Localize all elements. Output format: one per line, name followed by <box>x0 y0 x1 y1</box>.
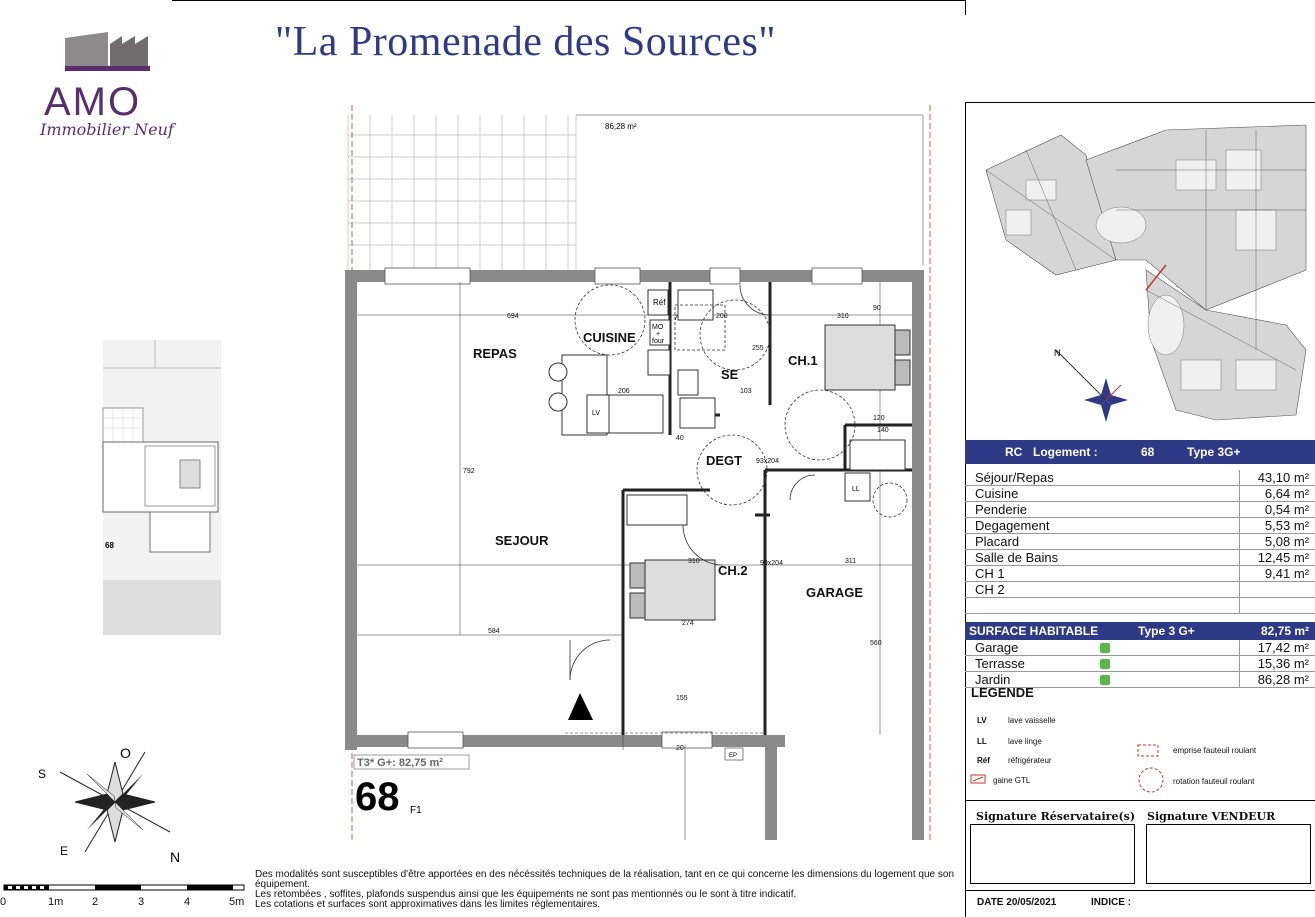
dim-label: 584 <box>488 628 500 635</box>
table-row: Séjour/Repas 43,10 m² <box>965 470 1315 486</box>
legend-text: lave linge <box>1008 737 1042 746</box>
gtl-icon <box>970 774 986 784</box>
header-level: RC <box>1005 445 1023 459</box>
unit-number: 68 <box>355 775 400 819</box>
logo-name: AMO <box>44 80 142 124</box>
compass-n: N <box>170 849 181 865</box>
dim-label: 310 <box>837 313 849 320</box>
fixture-ref: Réf <box>653 298 666 307</box>
table-row: Degagement 5,53 m² <box>965 518 1315 534</box>
dim-label: 20 <box>676 745 684 752</box>
surface-label: SURFACE HABITABLE <box>969 624 1099 638</box>
dim-label: 120 <box>873 415 885 422</box>
dim-label: 140 <box>877 427 889 434</box>
legend-text: emprise fauteuil roulant <box>1173 746 1257 755</box>
compass-s: S <box>38 767 47 781</box>
table-row: CH 1 9,41 m² <box>965 566 1315 582</box>
wheelchair-rotation-icon <box>1137 766 1165 794</box>
dim-label: 694 <box>507 313 519 320</box>
room-degt: DEGT <box>706 453 743 468</box>
wheelchair-footprint-icon <box>1137 742 1161 758</box>
site-plan <box>966 110 1315 438</box>
scale-tick: 1m <box>48 896 64 908</box>
scale-tick: 3 <box>138 896 145 908</box>
compass-e: E <box>60 844 69 858</box>
fixture-four: four <box>652 338 665 345</box>
table-row: Placard 5,08 m² <box>965 534 1315 550</box>
table-row: Cuisine 6,64 m² <box>965 486 1315 502</box>
legend-text: réfrigérateur <box>1008 756 1052 765</box>
surface-table <box>965 440 1315 688</box>
table-row-empty <box>965 598 1315 614</box>
legend-item: LL <box>977 737 987 746</box>
scale-tick: 0 <box>0 896 7 908</box>
table-row: Salle de Bains 12,45 m² <box>965 550 1315 566</box>
garden-terrace-grid <box>348 115 923 275</box>
room-ch1: CH.1 <box>788 353 818 368</box>
table-row: CH 2 <box>965 582 1315 598</box>
footer-date: DATE 20/05/2021 <box>977 897 1057 908</box>
dim-label: 792 <box>463 468 475 475</box>
room-sejour: SEJOUR <box>495 533 549 548</box>
room-garage: GARAGE <box>806 585 864 600</box>
green-swatch-icon <box>1100 643 1110 653</box>
garden-area-label: 86,28 m² <box>605 122 637 131</box>
dim-label: 206 <box>618 388 630 395</box>
header-type: Type 3G+ <box>1187 445 1241 459</box>
floor-plan <box>340 105 940 840</box>
room-cuisine: CUISINE <box>583 330 636 345</box>
dim-label: 255 <box>752 345 764 352</box>
logo-tagline: Immobilier Neuf <box>40 120 174 139</box>
surface-habitable-header <box>965 622 1315 640</box>
site-compass-label: N <box>1054 348 1061 358</box>
scale-tick: 4 <box>184 896 191 908</box>
footer-indice: INDICE : <box>1091 897 1131 908</box>
room-ch2: CH.2 <box>718 563 748 578</box>
compass-o: O <box>120 745 131 761</box>
table-spacer <box>965 614 1315 622</box>
disclaimer-line: Des modalités sont susceptibles d'être apportées en des nécéssités techniques de la réalisation, tant en ce qui concerne les dimensions du logement que son équipement. <box>255 869 954 890</box>
unit-floor: F1 <box>410 805 422 816</box>
fixture-lv: LV <box>592 410 601 417</box>
dim-label: 90x204 <box>760 560 783 567</box>
legend-text: rotation fauteuil roulant <box>1173 777 1255 786</box>
dim-label: 40 <box>676 435 684 442</box>
legend-title: LEGENDE <box>971 685 1034 700</box>
table-row: Jardin 86,28 m² <box>965 672 1315 688</box>
table-row: Garage 17,42 m² <box>965 640 1315 656</box>
key-plan-label: 68 <box>105 541 114 550</box>
scale-tick: 2 <box>92 896 99 908</box>
room-repas: REPAS <box>473 346 517 361</box>
dim-label: 90 <box>873 305 881 312</box>
table-row: Terrasse 15,36 m² <box>965 656 1315 672</box>
logo-buildings-icon <box>60 30 155 72</box>
dim-label: 155 <box>676 695 688 702</box>
scale-tick: 5m <box>229 896 245 908</box>
compass-rose-icon <box>30 740 200 870</box>
dim-label: 7 <box>674 315 678 322</box>
green-swatch-icon <box>1100 675 1110 685</box>
disclaimer <box>255 870 955 910</box>
signature-vendeur-box[interactable] <box>1146 824 1311 884</box>
dim-label: 103 <box>740 388 752 395</box>
table-row: Penderie 0,54 m² <box>965 502 1315 518</box>
dim-label: 93x204 <box>756 458 779 465</box>
header-logement-no: 68 <box>1141 445 1155 459</box>
dim-label: 560 <box>870 640 882 647</box>
legend-item: Réf <box>977 756 990 765</box>
dim-label: 200 <box>716 313 728 320</box>
green-swatch-icon <box>1100 659 1110 669</box>
unit-label: T3* G+: 82,75 m² <box>357 757 443 769</box>
surface-area: 82,75 m² <box>1260 624 1309 638</box>
signature-reservataire-box[interactable] <box>970 824 1135 884</box>
fixture-ep: EP <box>729 753 738 759</box>
disclaimer-line: Les cotations et surfaces sont approximatives dans les limites réglementaires. <box>255 899 601 910</box>
dim-label: 310 <box>688 558 700 565</box>
legend-item: LV <box>977 716 987 725</box>
dim-label: 274 <box>682 620 694 627</box>
legend-text: gaine GTL <box>993 776 1031 785</box>
dim-label: 311 <box>845 558 857 565</box>
surface-type: Type 3 G+ <box>1138 624 1195 638</box>
table-header <box>965 440 1315 464</box>
fixture-plus: + <box>656 331 661 338</box>
legend-text: lave vaisselle <box>1008 716 1056 725</box>
signature-vendeur-label: Signature VENDEUR <box>1147 810 1276 823</box>
entrance-arrow-icon <box>568 693 593 720</box>
key-plan <box>100 340 225 635</box>
scale-bar <box>0 880 250 895</box>
signature-reservataire-label: Signature Réservataire(s) <box>976 810 1136 823</box>
fixture-mo: MO <box>652 324 664 331</box>
site-compass-icon <box>1056 350 1128 422</box>
page-title: "La Promenade des Sources" <box>275 19 776 65</box>
disclaimer-line: Les retombées , soffites, plafonds suspendus ainsi que les équipements ne sont pas mentionnés ou le sont à titre indicatif. <box>255 889 797 900</box>
room-se: SE <box>721 367 739 382</box>
fixture-ll: LL <box>852 486 860 493</box>
header-logement-label: Logement : <box>1033 445 1098 459</box>
